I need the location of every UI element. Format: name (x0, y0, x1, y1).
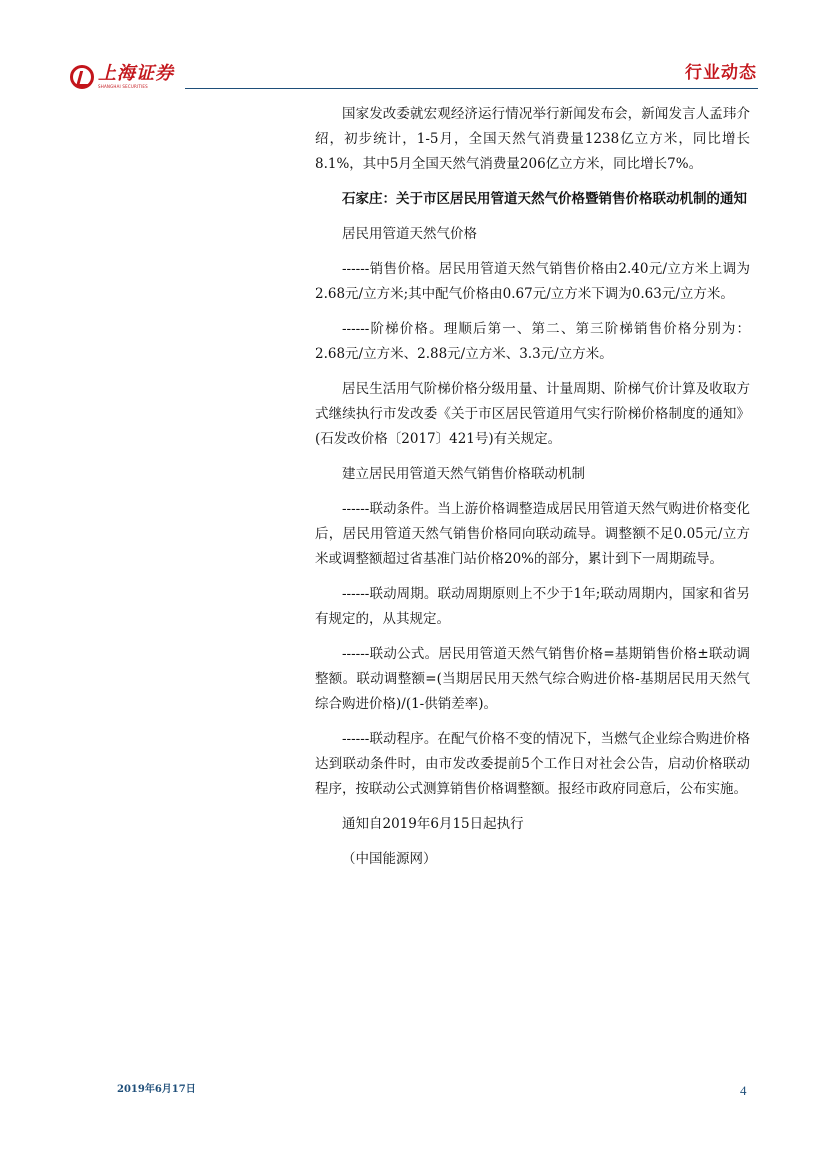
page-header (0, 0, 827, 95)
paragraph: 居民生活用气阶梯价格分级用量、计量周期、阶梯气价计算及收取方式继续执行市发改委《关于市区居民管道用气实行阶梯价格制度的通知》(石发改价格〔2017〕421号)有关规定。 (315, 381, 750, 447)
paragraph: 国家发改委就宏观经济运行情况举行新闻发布会，新闻发言人孟玮介绍，初步统计，1-5月，全国天然气消费量1238亿立方米，同比增长8.1%，其中5月全国天然气消费量206亿立方米，同比增长7%。 (315, 106, 750, 172)
logo-mark-icon (70, 65, 94, 89)
paragraph: ------联动公式。居民用管道天然气销售价格=基期销售价格±联动调整额。联动调整额=(当期居民用天然气综合购进价格-基期居民用天然气综合购进价格)/(1-供销差率)。 (315, 646, 750, 712)
paragraph: ------联动条件。当上游价格调整造成居民用管道天然气购进价格变化后，居民用管道天然气销售价格同向联动疏导。调整额不足0.05元/立方米或调整额超过省基准门站价格20%的部分，累计到下一周期疏导。 (315, 501, 750, 567)
logo-text (98, 65, 174, 89)
paragraph: ------阶梯价格。理顺后第一、第二、第三阶梯销售价格分别为：2.68元/立方米、2.88元/立方米、3.3元/立方米。 (315, 321, 750, 362)
logo-english-name: SHANGHAI SECURITIES (98, 84, 148, 89)
report-section-title: 行业动态 (685, 63, 757, 83)
paragraph: ------销售价格。居民用管道天然气销售价格由2.40元/立方米上调为2.68元/立方米;其中配气价格由0.67元/立方米下调为0.63元/立方米。 (315, 261, 750, 302)
page-number: 4 (740, 1083, 747, 1098)
paragraph: 居民用管道天然气价格 (342, 226, 477, 242)
paragraph: ------联动周期。联动周期原则上不少于1年;联动周期内，国家和省另有规定的，从其规定。 (315, 586, 750, 627)
article-body (315, 102, 750, 882)
logo-chinese-name: 上海证券 (98, 63, 174, 84)
paragraph: 建立居民用管道天然气销售价格联动机制 (342, 466, 585, 482)
article-heading: 石家庄：关于市区居民用管道天然气价格暨销售价格联动机制的通知 (342, 191, 747, 207)
paragraph: 通知自2019年6月15日起执行 (342, 816, 524, 832)
paragraph: ------联动程序。在配气价格不变的情况下，当燃气企业综合购进价格达到联动条件时，由市发改委提前5个工作日对社会公告，启动价格联动程序，按联动公式测算销售价格调整额。报经市政府同意后，公布实施。 (315, 731, 750, 797)
header-divider (185, 88, 758, 89)
paragraph: （中国能源网） (342, 851, 437, 867)
report-date: 2019年6月17日 (117, 1084, 196, 1095)
company-logo (70, 60, 180, 94)
